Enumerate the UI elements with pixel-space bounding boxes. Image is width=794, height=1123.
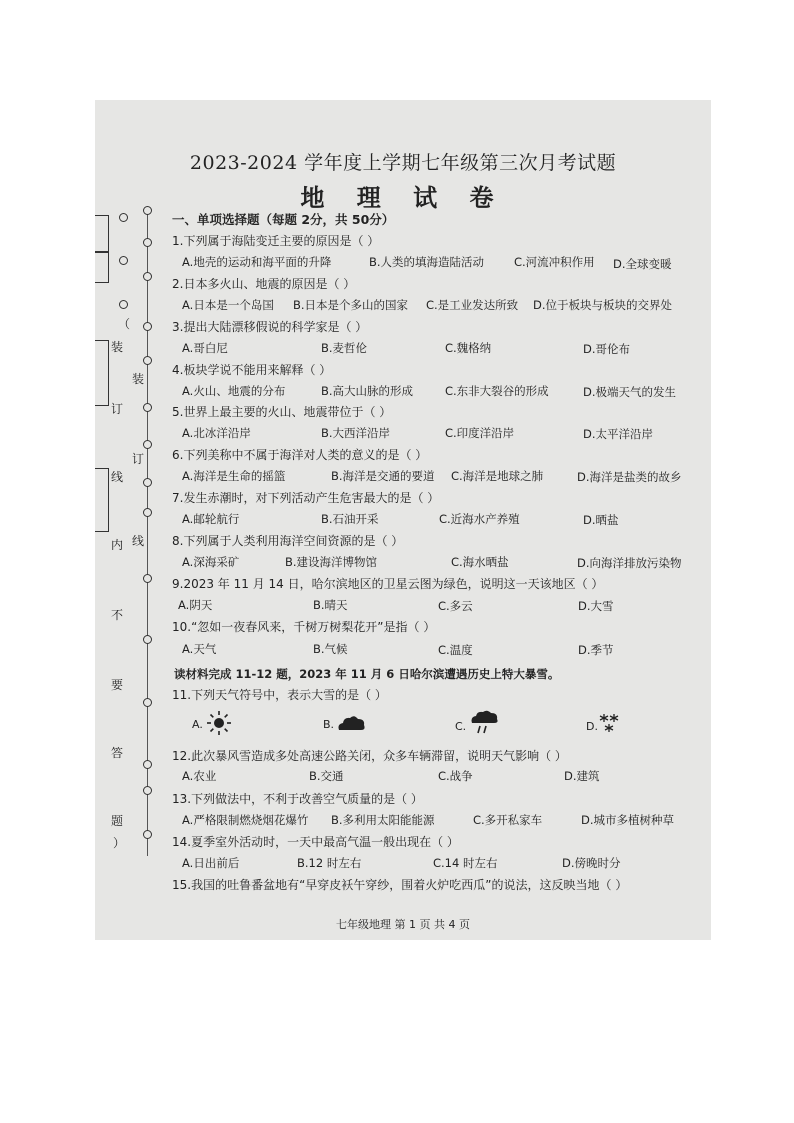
section-heading: 一、单项选择题（每题 2分，共 50分） — [172, 212, 395, 227]
binding-hole — [143, 356, 152, 365]
option-c: C.多开私家车 — [473, 813, 543, 827]
option-c: C.多云 — [438, 599, 473, 613]
option-b: B.多利用太阳能能源 — [331, 813, 435, 827]
binding-box — [95, 340, 109, 406]
option-b: B.麦哲伦 — [321, 341, 368, 355]
option-d: D.极端天气的发生 — [583, 385, 677, 399]
binding-box — [95, 468, 109, 532]
binding-box — [95, 215, 109, 253]
option-a: A.北冰洋沿岸 — [182, 426, 251, 440]
binding-char: 不 — [111, 608, 124, 622]
heavy-snow-icon — [598, 712, 622, 734]
binding-char: 订 — [132, 452, 145, 466]
binding-box — [95, 251, 109, 283]
option-d: D.太平洋沿岸 — [583, 427, 654, 441]
question-stem: 10.“忽如一夜春风来，千树万树梨花开”是指（ ） — [172, 620, 436, 634]
option-a: A.哥白尼 — [182, 341, 228, 355]
option-a: A.火山、地震的分布 — [182, 384, 286, 398]
option-b: B.人类的填海造陆活动 — [369, 255, 485, 269]
option-a: A.日本是一个岛国 — [182, 298, 274, 312]
question-stem: 6.下列美称中不属于海洋对人类的意义的是（ ） — [172, 448, 428, 462]
option-c: C.战争 — [438, 769, 473, 783]
question-stem: 15.我国的吐鲁番盆地有“早穿皮袄午穿纱，围着火炉吃西瓜”的说法，这反映当地（ ） — [172, 878, 628, 892]
option-b: B.建设海洋博物馆 — [285, 555, 378, 569]
binding-hole — [143, 403, 152, 412]
exam-subtitle: 地 理 试 卷 — [300, 183, 506, 212]
option-a: A.天气 — [182, 642, 217, 656]
option-c: C.温度 — [438, 643, 473, 657]
option-b: B.大西洋沿岸 — [321, 426, 391, 440]
binding-hole — [119, 213, 128, 222]
binding-char: 线 — [111, 470, 124, 484]
binding-char: 订 — [111, 402, 124, 416]
reading-material: 读材料完成 11-12 题，2023 年 11 月 6 日哈尔滨遭遇历史上特大暴雪。 — [174, 667, 560, 681]
option-d: D.季节 — [578, 643, 614, 657]
binding-hole — [143, 206, 152, 215]
option-a: A.深海采矿 — [182, 555, 240, 569]
option-d: D.傍晚时分 — [562, 856, 621, 870]
option-b: B.12 时左右 — [297, 856, 362, 870]
option-d: D.全球变暖 — [613, 257, 672, 271]
question-stem: 9.2023 年 11 月 14 日，哈尔滨地区的卫星云图为绿色，说明这一天该地区（ ） — [172, 577, 604, 591]
option-a: A.阴天 — [178, 598, 213, 612]
binding-hole — [119, 256, 128, 265]
option-a: A.日出前后 — [182, 856, 240, 870]
binding-hole — [143, 698, 152, 707]
question-stem: 12.此次暴风雪造成多处高速公路关闭，众多车辆滞留，说明天气影响（ ） — [172, 749, 567, 763]
binding-char: 装 — [111, 340, 124, 354]
binding-char: （ — [118, 317, 131, 331]
page-footer: 七年级地理 第 1 页 共 4 页 — [336, 918, 470, 931]
question-stem: 4.板块学说不能用来解释（ ） — [172, 363, 332, 377]
option-d: D.城市多植树种草 — [581, 813, 675, 827]
option-d: D.建筑 — [564, 769, 600, 783]
binding-char: 要 — [111, 678, 124, 692]
option-c: C. — [455, 720, 467, 733]
question-stem: 2.日本多火山、地震的原因是（ ） — [172, 277, 356, 291]
question-stem: 7.发生赤潮时，对下列活动产生危害最大的是（ ） — [172, 491, 440, 505]
question-stem: 8.下列属于人类利用海洋空间资源的是（ ） — [172, 534, 404, 548]
option-a: A.地壳的运动和海平面的升降 — [182, 255, 332, 269]
option-c: C.近海水产养殖 — [439, 512, 520, 526]
option-c: C.东非大裂谷的形成 — [445, 384, 549, 398]
question-stem: 14.夏季室外活动时，一天中最高气温一般出现在（ ） — [172, 835, 459, 849]
option-a: A.邮轮航行 — [182, 512, 240, 526]
exam-title: 2023-2024 学年度上学期七年级第三次月考试题 — [189, 152, 617, 174]
option-c: C.印度洋沿岸 — [445, 426, 515, 440]
option-c: C.河流冲积作用 — [514, 255, 595, 269]
option-c: C.14 时左右 — [433, 856, 498, 870]
option-d: D.海洋是盐类的故乡 — [577, 470, 682, 484]
question-stem: 3.提出大陆漂移假说的科学家是（ ） — [172, 320, 368, 334]
rain-cloud-icon — [469, 710, 499, 736]
binding-line — [147, 208, 148, 856]
binding-char: 内 — [111, 538, 124, 552]
option-a: A.农业 — [182, 769, 217, 783]
option-a: A.海洋是生命的摇篮 — [182, 469, 286, 483]
binding-hole — [143, 272, 152, 281]
option-c: C.是工业发达所致 — [426, 298, 519, 312]
option-d: D.大雪 — [578, 599, 614, 613]
question-stem: 5.世界上最主要的火山、地震带位于（ ） — [172, 405, 392, 419]
question-stem: 13.下列做法中，不利于改善空气质量的是（ ） — [172, 792, 423, 806]
option-b: B.石油开采 — [321, 512, 379, 526]
binding-char: 题 — [111, 814, 124, 828]
question-stem: 1.下列属于海陆变迁主要的原因是（ ） — [172, 234, 380, 248]
binding-hole — [143, 574, 152, 583]
binding-hole — [143, 322, 152, 331]
option-b: B.高大山脉的形成 — [321, 384, 414, 398]
exam-sheet — [95, 100, 711, 940]
option-b: B. — [323, 718, 335, 731]
option-a: A.严格限制燃烧烟花爆竹 — [182, 813, 309, 827]
option-d: D.晒盐 — [583, 513, 619, 527]
option-b: B.交通 — [309, 769, 344, 783]
option-d: D.向海洋排放污染物 — [577, 556, 682, 570]
binding-char: 线 — [132, 534, 145, 548]
question-stem: 11.下列天气符号中，表示大雪的是（ ） — [172, 688, 387, 702]
sunny-icon — [206, 710, 232, 736]
option-c: C.海水晒盐 — [451, 555, 509, 569]
binding-hole — [143, 440, 152, 449]
option-d: D.哥伦布 — [583, 342, 631, 356]
option-c: C.魏格纳 — [445, 341, 492, 355]
option-b: B.晴天 — [313, 598, 348, 612]
binding-hole — [143, 478, 152, 487]
binding-hole — [143, 635, 152, 644]
binding-hole — [119, 300, 128, 309]
binding-char: ） — [113, 836, 126, 850]
binding-hole — [143, 760, 152, 769]
option-b: B.气候 — [313, 642, 348, 656]
option-a: A. — [192, 718, 203, 731]
binding-hole — [143, 238, 152, 247]
option-b: B.日本是个多山的国家 — [293, 298, 409, 312]
binding-hole — [143, 830, 152, 839]
option-c: C.海洋是地球之肺 — [451, 469, 544, 483]
option-b: B.海洋是交通的要道 — [331, 469, 435, 483]
binding-char: 装 — [132, 372, 145, 386]
option-d: D.位于板块与板块的交界处 — [533, 298, 673, 312]
binding-hole — [143, 786, 152, 795]
binding-char: 答 — [111, 746, 124, 760]
option-d: D. — [586, 720, 598, 733]
binding-hole — [143, 508, 152, 517]
overcast-cloud-icon — [336, 714, 366, 732]
